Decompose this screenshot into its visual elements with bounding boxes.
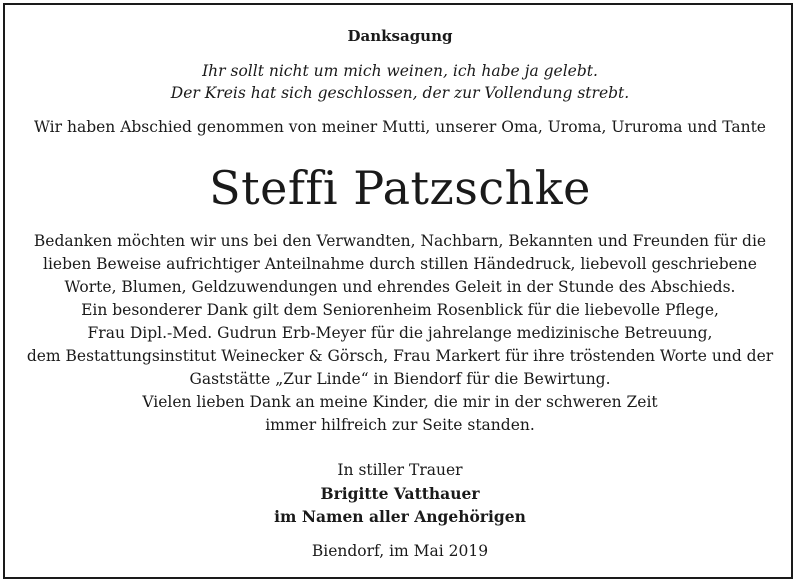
family-text: im Namen aller Angehörigen [274,507,526,526]
closing-block [0,459,800,528]
thanks-line: Bedanken möchten wir uns bei den Verwandten, Nachbarn, Bekannten und Freunden für die [33,232,767,250]
thanks-paragraph [0,230,800,437]
thanks-line: Gaststätte „Zur Linde“ in Biendorf für die Bewirtung. [189,370,611,388]
thanks-line: immer hilfreich zur Seite standen. [265,416,535,434]
poem-verse [0,60,800,104]
thanks-line: lieben Beweise aufrichtiger Anteilnahme durch stillen Händedruck, liebevoll geschriebene [43,255,757,273]
notice-heading: Danksagung [347,27,453,45]
mourning-text: In stiller Trauer [337,461,463,479]
thanks-line: dem Bestattungsinstitut Weinecker & Görsch, Frau Markert für ihre tröstenden Worte und der [26,347,774,365]
poem-line: Ihr sollt nicht um mich weinen, ich habe ja gelebt. [202,62,598,80]
thanks-line: Worte, Blumen, Geldzuwendungen und ehrendes Geleit in der Stunde des Abschieds. [64,278,736,296]
poem-line: Der Kreis hat sich geschlossen, der zur Vollendung strebt. [170,84,630,102]
intro-text: Wir haben Abschied genommen von meiner Mutti, unserer Oma, Uroma, Ururoma und Tante [34,118,766,136]
thanks-line: Ein besonderer Dank gilt dem Seniorenheim Rosenblick für die liebevolle Pflege, [81,301,719,319]
thanks-line: Frau Dipl.-Med. Gudrun Erb-Meyer für die jahrelange medizinische Betreuung, [87,324,713,342]
thanks-line: Vielen lieben Dank an meine Kinder, die mir in der schweren Zeit [142,393,658,411]
deceased-name: Steffi Patzschke [209,161,591,215]
place-date: Biendorf, im Mai 2019 [311,542,489,560]
signer-name: Brigitte Vatthauer [320,484,480,503]
